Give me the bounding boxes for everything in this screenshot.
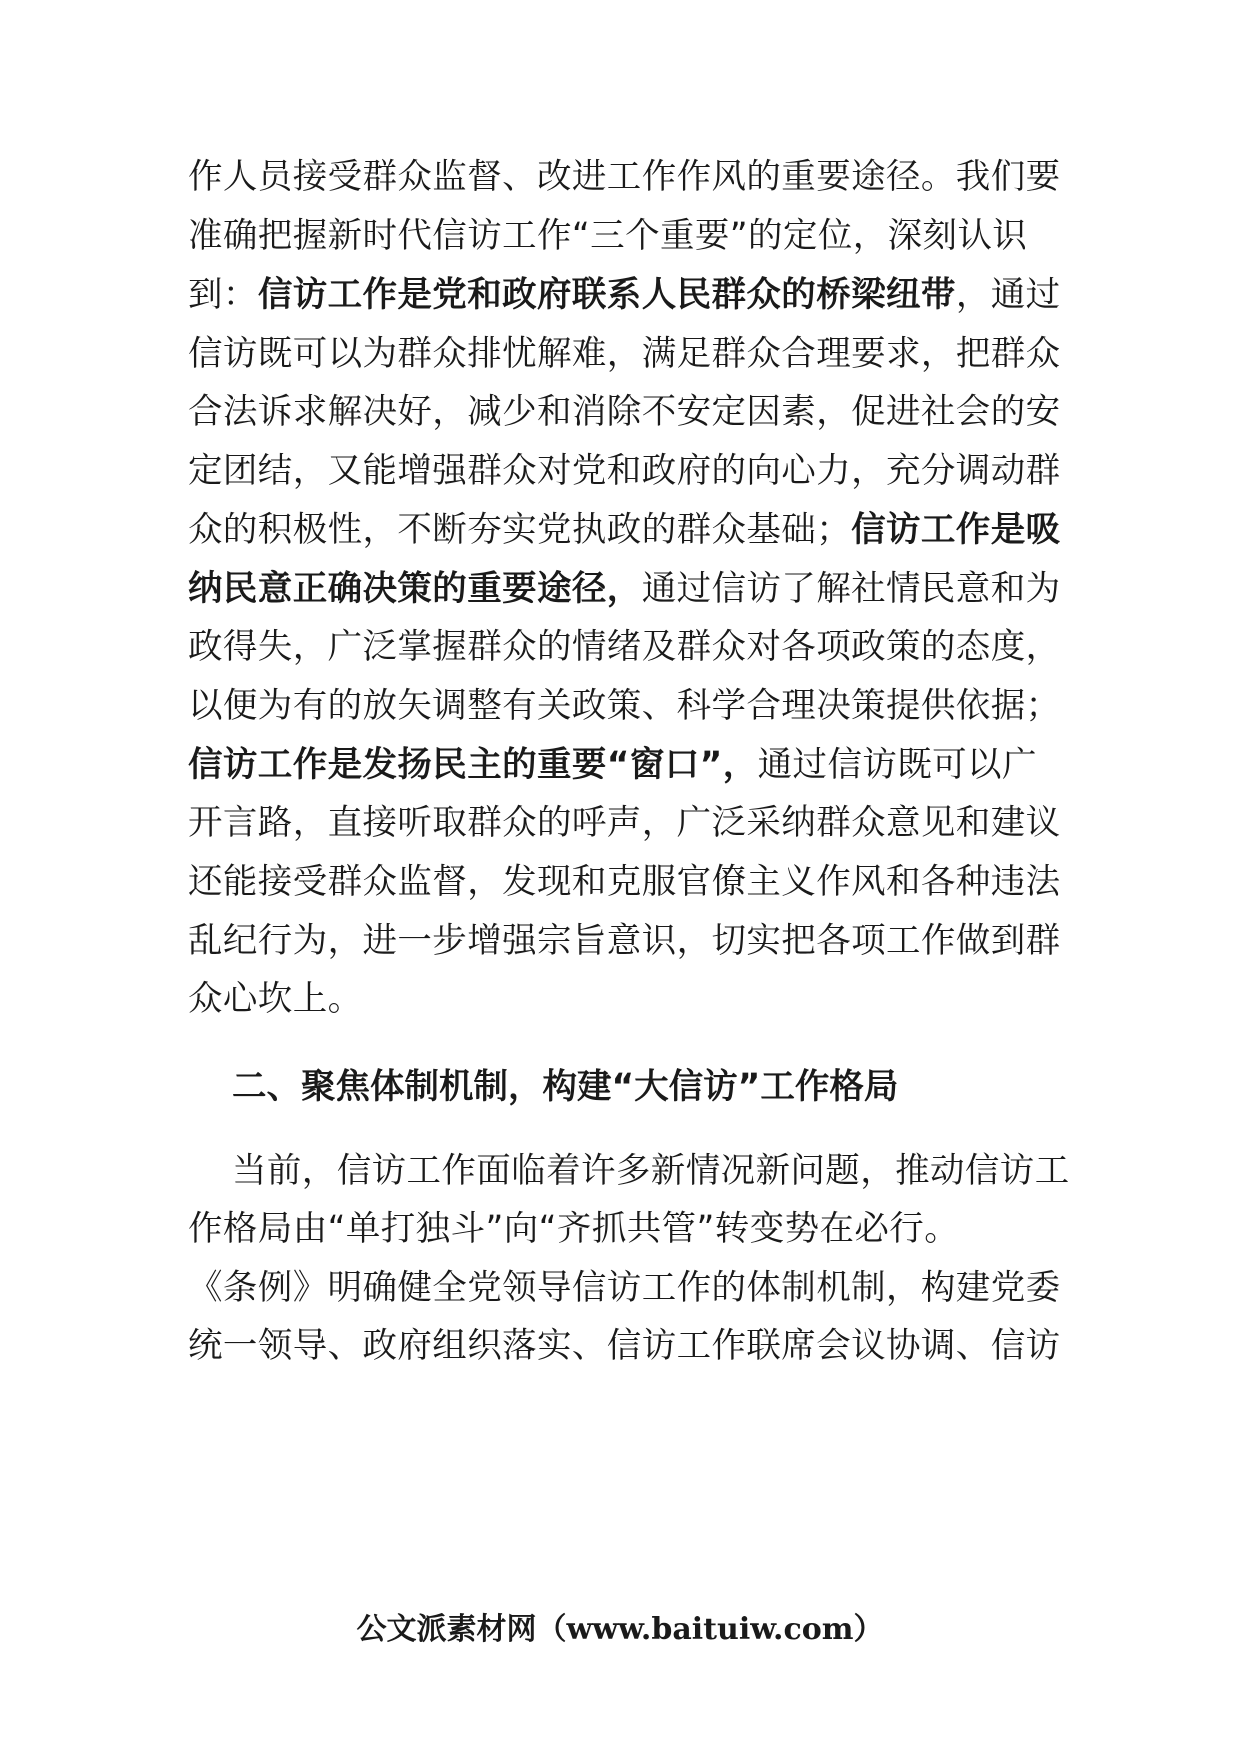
page-footer: 公文派素材网（www.baituiw.com） [356,1612,884,1647]
text-run: 到： [188,275,258,315]
paragraph-line: 政得失，广泛掌握群众的情绪及群众对各项政策的态度， [188,627,1061,667]
paragraph-line: 开言路，直接听取群众的呼声，广泛采纳群众意见和建议 [188,803,1061,843]
bold-text-run: 信访工作是党和政府联系人民群众的桥梁纽带 [257,275,956,315]
paragraph-line: 合法诉求解决好，减少和消除不安定因素，促进社会的安 [188,392,1061,432]
paragraph-line: 定团结，又能增强群众对党和政府的向心力，充分调动群 [188,451,1061,491]
paragraph-line: 《条例》明确健全党领导信访工作的体制机制，构建党委 [188,1268,1061,1308]
paragraph-line: 作格局由“单打独斗”向“齐抓共管”转变势在必行。 [188,1209,960,1249]
paragraph-line: 众心坎上。 [188,979,363,1019]
bold-text-run: 纳民意正确决策的重要途径， [188,569,642,609]
paragraph-line: 信访既可以为群众排忧解难，满足群众合理要求，把群众 [188,334,1061,374]
paragraph-line [188,732,1058,798]
text-run: 通过信访既可以广 [757,745,1037,785]
paragraph-line: 乱纪行为，进一步增强宗旨意识，切实把各项工作做到群 [188,921,1061,961]
bold-text-run: 信访工作是发扬民主的重要“窗口”， [188,745,758,785]
paragraph-line: 作人员接受群众监督、改进工作作风的重要途径。我们要 [188,157,1061,197]
paragraph-line [188,262,1061,328]
section-heading: 二、聚焦体制机制，构建“大信访”工作格局 [232,1067,899,1107]
text-run: 众的积极性，不断夯实党执政的群众基础； [188,510,852,550]
paragraph-line: 当前，信访工作面临着许多新情况新问题，推动信访工 [232,1151,1070,1191]
text-run: ，通过 [955,275,1061,315]
bold-text-run: 信访工作是吸 [851,510,1061,550]
paragraph-line: 还能接受群众监督，发现和克服官僚主义作风和各种违法 [188,862,1061,902]
paragraph-line [188,556,1061,622]
text-run: 通过信访了解社情民意和为 [641,569,1061,609]
paragraph-line: 以便为有的放矢调整有关政策、科学合理决策提供依据； [188,686,1061,726]
paragraph-line [188,497,1061,563]
paragraph-line: 准确把握新时代信访工作“三个重要”的定位，深刻认识 [188,216,1028,256]
paragraph-line: 统一领导、政府组织落实、信访工作联席会议协调、信访 [188,1326,1061,1366]
